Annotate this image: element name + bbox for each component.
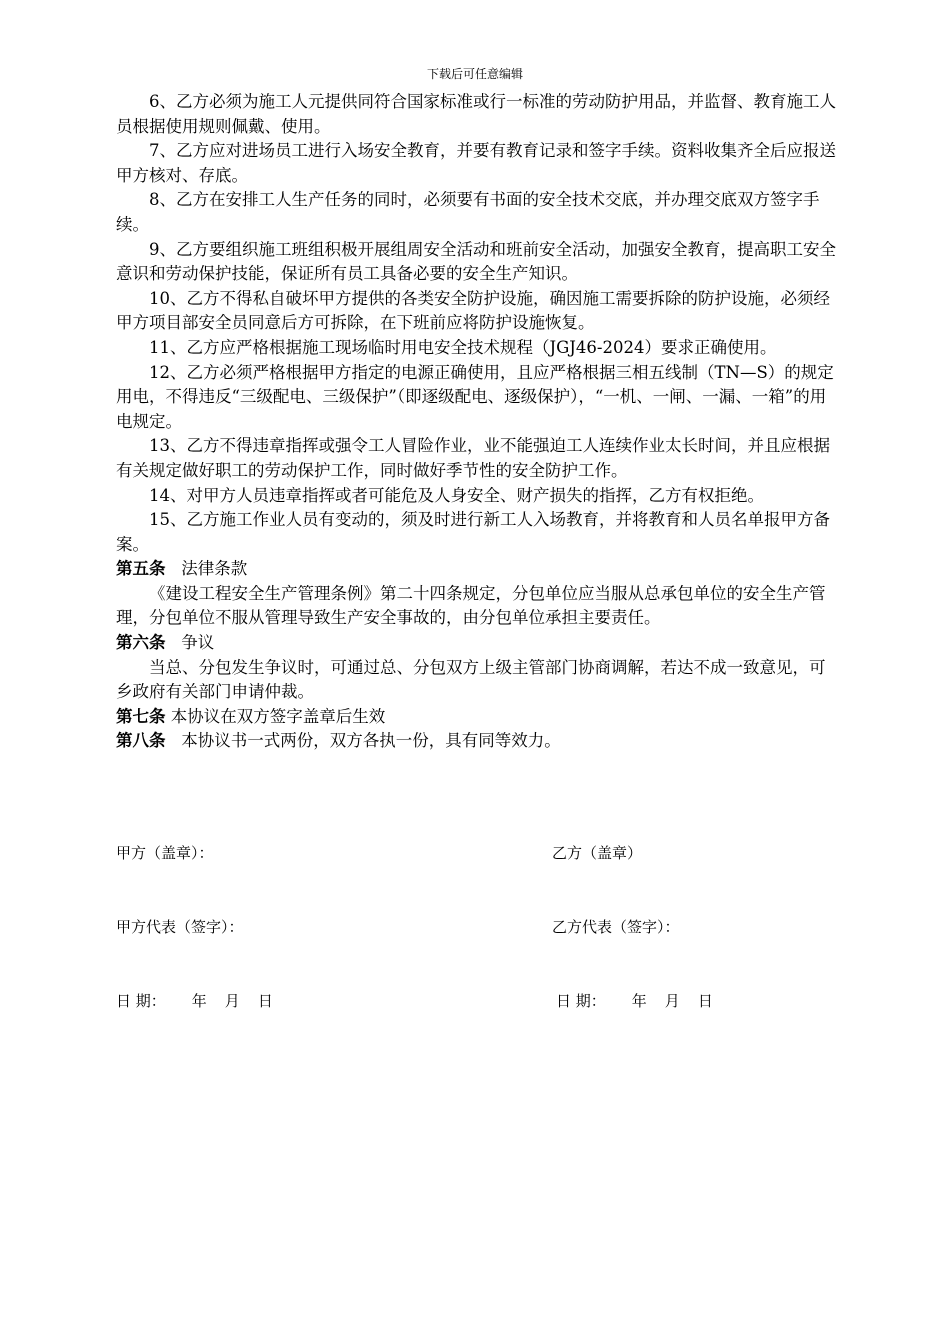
date-day: 日 <box>697 992 713 1010</box>
article-8-heading <box>116 729 836 754</box>
article-8-title: 本协议书一式两份，双方各执一份，具有同等效力。 <box>181 731 561 751</box>
article-5-title: 法律条款 <box>181 559 248 579</box>
article-5-heading <box>116 557 836 582</box>
party-b-date <box>556 991 713 1011</box>
party-a-rep-label: 甲方代表（签字）： <box>116 918 244 936</box>
article-6-title: 争议 <box>181 633 215 653</box>
date-year: 年 <box>631 992 647 1010</box>
date-label: 日 期： <box>556 992 606 1010</box>
article-7-title: 本协议在双方签字盖章后生效 <box>170 706 386 726</box>
clause-13: 13、乙方不得违章指挥或强令工人冒险作业，业不能强迫工人连续作业太长时间，并且应根据有关规定做好职工的劳动保护工作，同时做好季节性的安全防护工作。 <box>116 436 830 480</box>
clause-9: 9、乙方要组织施工班组积极开展组周安全活动和班前安全活动，加强安全教育，提高职工安全意识和劳动保护技能，保证所有员工具备必要的安全生产知识。 <box>116 239 836 284</box>
document-body <box>116 90 836 754</box>
date-label: 日 期： <box>116 992 166 1010</box>
clause-8: 8、乙方在安排工人生产任务的同时，必须要有书面的安全技术交底，并办理交底双方签字手续。 <box>116 190 820 234</box>
clause-7: 7、乙方应对进场员工进行入场安全教育，并要有教育记录和签字手续。资料收集齐全后应报送甲方核对、存底。 <box>116 141 836 185</box>
party-b-seal-label: 乙方（盖章） <box>552 844 643 862</box>
article-7-number: 第七条 <box>116 706 166 726</box>
article-7-heading <box>116 705 836 730</box>
article-6-heading <box>116 631 836 656</box>
header-note: 下载后可任意编辑 <box>426 67 523 81</box>
date-year: 年 <box>191 992 207 1010</box>
clause-12: 12、乙方必须严格根据甲方指定的电源正确使用，且应严格根据三相五线制（TN—S）的规定用电，不得违反“三级配电、三级保护”（即逐级配电、逐级保护），“一机、一闸、一漏、一箱”的用电规定。 <box>116 362 834 431</box>
clause-10: 10、乙方不得私自破坏甲方提供的各类安全防护设施，确因施工需要拆除的防护设施，必须经甲方项目部安全员同意后方可拆除，在下班前应将防护设施恢复。 <box>116 288 830 333</box>
article-6-number: 第六条 <box>116 633 166 653</box>
party-a-date <box>116 991 273 1011</box>
article-5-text: 《建设工程安全生产管理条例》第二十四条规定，分包单位应当服从总承包单位的安全生产管理，分包单位不服从管理导致生产安全事故的，由分包单位承担主要责任。 <box>116 583 826 628</box>
article-8-number: 第八条 <box>116 731 166 751</box>
clause-15: 15、乙方施工作业人员有变动的，须及时进行新工人入场教育，并将教育和人员名单报甲方备案。 <box>116 510 830 554</box>
party-b-rep-label: 乙方代表（签字）： <box>552 918 680 936</box>
article-6-text: 当总、分包发生争议时，可通过总、分包双方上级主管部门协商调解，若达不成一致意见，可乡政府有关部门申请仲裁。 <box>116 657 826 702</box>
party-a-seal-label: 甲方（盖章）： <box>116 844 214 862</box>
clause-11: 11、乙方应严格根据施工现场临时用电安全技术规程（JGJ46-2024）要求正确使用。 <box>149 337 777 357</box>
date-month: 月 <box>224 992 240 1010</box>
clause-6: 6、乙方必须为施工人元提供同符合国家标准或行一标准的劳动防护用品，并监督、教育施工人员根据使用规则佩戴、使用。 <box>116 92 836 136</box>
date-month: 月 <box>664 992 680 1010</box>
article-5-number: 第五条 <box>116 559 166 579</box>
date-day: 日 <box>257 992 273 1010</box>
clause-14: 14、对甲方人员违章指挥或者可能危及人身安全、财产损失的指挥，乙方有权拒绝。 <box>149 485 764 505</box>
